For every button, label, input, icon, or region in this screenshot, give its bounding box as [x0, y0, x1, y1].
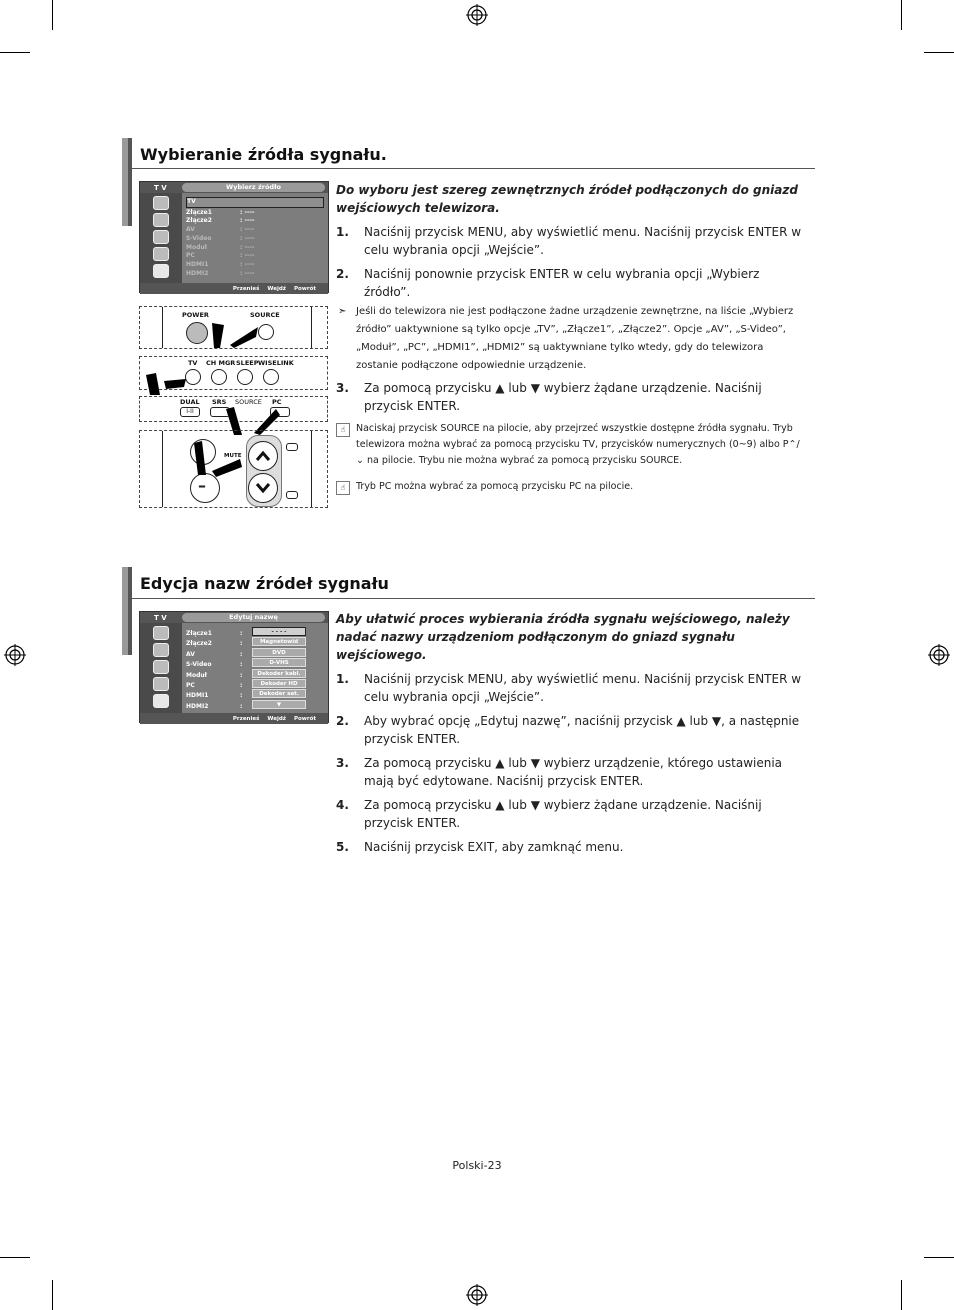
antenna-icon [153, 196, 169, 210]
remote-source-button [258, 324, 274, 340]
remote-power-label: POWER [182, 311, 209, 319]
remote-mode-panel [139, 356, 328, 390]
registration-mark-icon [928, 644, 950, 666]
registration-mark-icon [466, 4, 488, 26]
section-title: Wybieranie źródła sygnału. [140, 145, 387, 164]
crop-mark [901, 1280, 902, 1310]
remote-chmgr-label: CH MGR [206, 359, 236, 367]
popup-item: Dekoder sat. [252, 689, 306, 698]
remote-wiselink-label: WISELINK [258, 359, 294, 367]
osd-row: AV : [186, 650, 243, 658]
osd-row: HDMI1 : [186, 692, 243, 700]
osd-row: AV : ---- [186, 226, 255, 234]
crop-mark [52, 0, 53, 30]
sound-icon [153, 660, 169, 674]
picture-icon [153, 643, 169, 657]
osd-footer [140, 283, 328, 294]
hand-icon: ☝ [336, 423, 350, 437]
remote-side-button [286, 443, 298, 451]
step: 1. Naciśnij przycisk MENU, aby wyświetlić menu. Naciśnij przycisk ENTER w celu wybrania opcji „Wejście”. [336, 672, 802, 704]
osd-row: HDMI1 : ---- [186, 260, 255, 268]
popup-item: D-VHS [252, 658, 306, 667]
remote-dual-label: DUAL [180, 398, 200, 406]
hand-note: ☝ Naciskaj przycisk SOURCE na pilocie, aby przejrzeć wszystkie dostępne źródła sygnału. Tryb telewizora można wybrać za pomocą przycisku TV, przycisków numerycznych (0~9) albo P⌃/⌄ na pilocie. Trybu nie można wybrać za pomocą przycisku SOURCE. [336, 421, 806, 469]
osd-icon-column [140, 623, 182, 713]
osd-row: HDMI2 : [186, 702, 243, 710]
step: 3. Za pomocą przycisku ▲ lub ▼ wybierz żądane urządzenie. Naciśnij przycisk ENTER. [336, 381, 762, 413]
osd-menu-title: Wybierz źródło [182, 183, 325, 192]
section1-text [336, 181, 806, 495]
osd-row: Moduł : [186, 671, 243, 679]
remote-chmgr-button [211, 369, 227, 385]
chevron-down-icon [253, 478, 273, 498]
step: 3. Za pomocą przycisku ▲ lub ▼ wybierz urządzenie, którego ustawienia mają być edytowane. Naciśnij przycisk ENTER. [336, 756, 783, 788]
remote-sleep-button [237, 369, 253, 385]
crop-mark [0, 1257, 30, 1258]
remote-wiselink-button [263, 369, 279, 385]
osd-row: PC : ---- [186, 252, 255, 260]
crop-mark [924, 1257, 954, 1258]
antenna-icon [153, 626, 169, 640]
remote-sleep-label: SLEEP [236, 359, 259, 367]
section2-intro: Aby ułatwić proces wybierania źródła sygnału wejściowego, należy nadać nazwy urządzeniom podłączonym do gniazd sygnału wejściowego. [336, 612, 790, 662]
remote-source-label: SOURCE [250, 311, 280, 319]
crop-mark [924, 52, 954, 53]
remote-tv-label: TV [188, 359, 198, 367]
popup-item: Dekoder kabl. [252, 669, 306, 678]
step: 1. Naciśnij przycisk MENU, aby wyświetlić menu. Naciśnij przycisk ENTER w celu wybrania opcji „Wejście”. [336, 225, 802, 257]
remote-mute-label: MUTE [224, 453, 242, 459]
osd-row: Moduł : ---- [186, 243, 255, 251]
osd-footer-return: Powrót [293, 285, 316, 292]
popup-item: - - - - [252, 627, 306, 636]
osd-icon-column [140, 193, 182, 283]
osd-row: Złącze2 : [186, 640, 243, 648]
osd-edit-name-menu [139, 611, 329, 723]
remote-dual-button: I-II [180, 407, 200, 417]
crop-mark [0, 52, 30, 53]
osd-row: S-Video : [186, 661, 243, 669]
popup-scroll-down-icon: ▼ [252, 700, 306, 709]
hand-icon: ☝ [336, 481, 350, 495]
osd-name-popup [252, 627, 306, 710]
section2-text [336, 610, 806, 862]
step: 5. Naciśnij przycisk EXIT, aby zamknąć menu. [336, 840, 624, 854]
pointer-arrow-icon [192, 437, 252, 477]
section-rule [132, 168, 815, 169]
osd-source-list [182, 193, 328, 283]
registration-mark-icon [4, 644, 26, 666]
osd-footer [140, 713, 328, 724]
pointer-arrow-icon [210, 321, 260, 349]
osd-row: TV [186, 197, 324, 208]
remote-source-label-2: SOURCE [235, 398, 262, 406]
step: 2. Aby wybrać opcję „Edytuj nazwę”, naciśnij przycisk ▲ lub ▼, a następnie przycisk ENTER. [336, 714, 800, 746]
section-accent-bar [128, 138, 132, 226]
osd-footer-move: Przenieś [232, 715, 260, 722]
channel-icon [153, 677, 169, 691]
remote-power-button [186, 322, 208, 344]
osd-footer-move: Przenieś [232, 285, 260, 292]
chevron-up-icon [253, 446, 273, 466]
popup-item: DVD [252, 648, 306, 657]
osd-menu-title: Edytuj nazwę [182, 613, 325, 622]
remote-channel-panel [139, 430, 328, 508]
remote-srs-label: SRS [212, 398, 227, 406]
section-accent-bar [128, 567, 132, 655]
crop-mark [901, 0, 902, 30]
osd-row: Złącze1 : ---- [186, 208, 255, 216]
crop-mark [52, 1280, 53, 1310]
osd-footer-return: Powrót [293, 715, 316, 722]
remote-av-panel [139, 396, 328, 422]
osd-row: Złącze2 : ---- [186, 217, 255, 225]
popup-item: Magnetowid [252, 637, 306, 646]
sound-icon [153, 230, 169, 244]
osd-footer-enter: Wejdź [267, 715, 286, 722]
remote-pc-label: PC [272, 398, 282, 406]
osd-row: PC : [186, 682, 243, 690]
registration-mark-icon [466, 1284, 488, 1306]
input-icon [153, 264, 169, 278]
remote-side-button [286, 491, 298, 499]
osd-source-menu [139, 181, 329, 293]
input-icon [153, 694, 169, 708]
hand-note: ☝ Tryb PC można wybrać za pomocą przycisku PC na pilocie. [336, 479, 806, 495]
pointer-arrow-icon [144, 367, 188, 395]
osd-row: Złącze1 : [186, 630, 243, 637]
remote-power-panel [139, 306, 328, 349]
note: ➣ Jeśli do telewizora nie jest podłączone żadne urządzenie zewnętrzne, na liście „Wybierz źródło” uaktywnione są tylko opcje „TV”, „Złącze1”, „Złącze2”. Opcje „AV”, „S-Video”, „Moduł”, „PC”, „HDMI1”, „HDMI2” są uaktywniane tylko wtedy, gdy do telewizora zostanie podłączone odpowiednie urządzenie. [336, 303, 806, 375]
minus-icon: – [198, 476, 206, 495]
step: 4. Za pomocą przycisku ▲ lub ▼ wybierz żądane urządzenie. Naciśnij przycisk ENTER. [336, 798, 762, 830]
page-number: Polski-23 [452, 1159, 502, 1172]
section-title: Edycja nazw źródeł sygnału [140, 574, 389, 593]
picture-icon [153, 213, 169, 227]
step: 2. Naciśnij ponownie przycisk ENTER w celu wybrania opcji „Wybierz źródło”. [336, 267, 760, 299]
osd-footer-enter: Wejdź [267, 285, 286, 292]
section-rule [132, 598, 815, 599]
osd-tv-label: T V [154, 183, 167, 192]
osd-row: HDMI2 : ---- [186, 269, 255, 277]
note-arrow-icon: ➣ [338, 306, 347, 317]
section1-intro: Do wyboru jest szereg zewnętrznych źródeł podłączonych do gniazd wejściowych telewizora. [336, 183, 798, 215]
channel-icon [153, 247, 169, 261]
popup-item: Dekoder HD [252, 679, 306, 688]
osd-tv-label: T V [154, 613, 167, 622]
osd-row: S-Video : ---- [186, 234, 255, 242]
